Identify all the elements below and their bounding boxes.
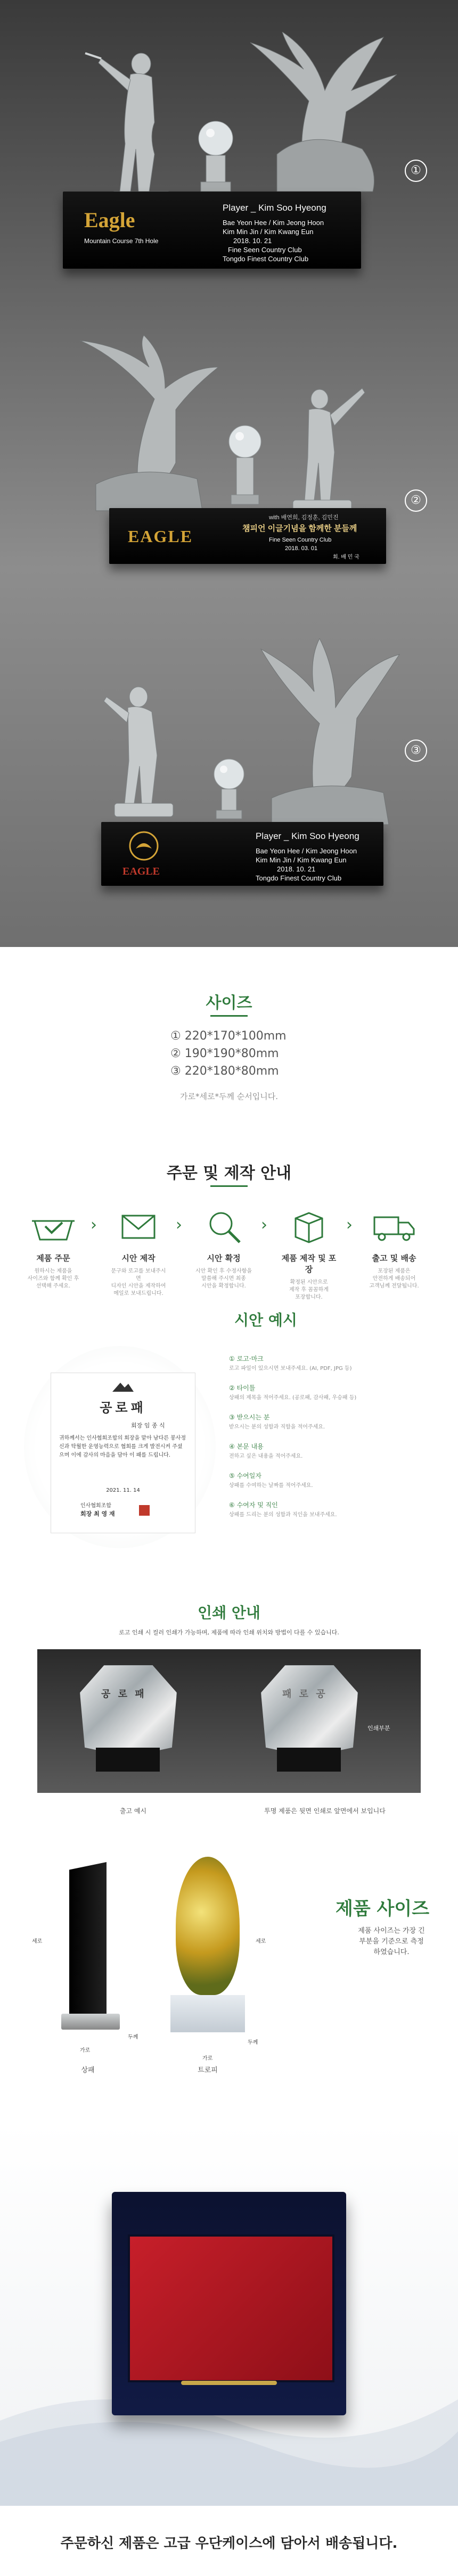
step-desc: 확정된 시안으로 제작 후 꼼꼼하게 포장합니다.	[289, 1279, 329, 1300]
draft-item-title: ③ 받으시는 분	[229, 1414, 270, 1421]
order-step	[109, 1208, 168, 1298]
draft-title: 시안 예시	[234, 1311, 297, 1329]
crystal-front-title: 공 로 패	[101, 1689, 146, 1700]
plaque-line: Tongdo Finest Country Club	[256, 874, 342, 882]
plaque-sign: 회. 배 민 국	[333, 554, 359, 560]
trophy-3	[0, 633, 458, 931]
draft-item-title: ⑥ 수여자 및 직인	[229, 1501, 278, 1509]
plaque-line: 2018. 10. 21	[233, 237, 272, 245]
crystal-base	[96, 1748, 160, 1772]
chevron-right-icon: ›	[261, 1216, 267, 1234]
plaque-line: Bae Yeon Hee / Kim Jeong Hoon	[256, 847, 357, 855]
step-desc: 포장된 제품은 안전하게 배송되어 고객님께 전달됩니다.	[369, 1268, 419, 1289]
draft-item-desc: 받으시는 분의 성함과 직함을 적어주세요.	[229, 1424, 325, 1430]
plaque-players: with 배연희, 김정훈, 김민진	[269, 514, 339, 521]
dim-depth-label: 두께	[248, 2040, 258, 2046]
step-desc: 원하시는 제품을 사이즈와 함께 확인 후 선택해 주세요.	[27, 1268, 79, 1289]
draft-plaque-sign: 회장 최 영 재	[80, 1510, 115, 1517]
draft-item-title: ② 타이틀	[229, 1384, 256, 1392]
draft-item	[229, 1354, 442, 1373]
order-step	[24, 1208, 83, 1290]
dim-depth-label: 두께	[128, 2034, 138, 2040]
print-area-label: 인쇄부분	[367, 1725, 390, 1732]
basket-icon	[29, 1208, 77, 1245]
eagle-logo: Eagle	[84, 208, 135, 232]
draft-item-title: ④ 본문 내용	[229, 1443, 264, 1450]
trophy-2	[0, 330, 458, 628]
step-name: 시안 제작	[121, 1253, 156, 1263]
step-name: 제품 제작 및 포장	[281, 1253, 337, 1274]
print-caption-left: 출고 예시	[119, 1807, 147, 1815]
trophy-glass	[176, 1857, 240, 1995]
draft-plaque	[51, 1373, 195, 1533]
plaque-line: Kim Min Jin / Kim Kwang Eun	[223, 228, 314, 236]
plaque-line: Fine Seen Country Club	[269, 537, 332, 543]
dim-height-label: 세로	[32, 1939, 43, 1945]
draft-item	[229, 1471, 442, 1490]
truck-icon	[370, 1208, 418, 1245]
golfer-figure	[277, 383, 373, 516]
product-size-title: 제품 사이즈	[336, 1898, 430, 1919]
print-caption-right: 투명 제품은 뒷면 인쇄로 앞면에서 보입니다	[264, 1807, 386, 1815]
draft-plaque-name: 회장 임 종 식	[131, 1422, 165, 1429]
chevron-right-icon: ›	[176, 1216, 182, 1234]
case-text: 주문하신 제품은 고급 우단케이스에 담아서 배송됩니다.	[60, 2536, 398, 2552]
eagle-figure	[250, 638, 405, 830]
plaque-line: 2018. 03. 01	[285, 545, 318, 552]
step-desc: 시안 확인 후 수정사항을 말씀해 주시면 최종 시안을 확정합니다.	[195, 1268, 252, 1289]
golfer-figure	[80, 43, 186, 213]
mail-icon	[114, 1208, 162, 1245]
title-divider	[210, 1185, 248, 1187]
size-line-2: ② 190*190*80mm	[170, 1047, 279, 1060]
item-number-3: ③	[405, 739, 427, 762]
item-number-2: ②	[405, 489, 427, 512]
title-divider	[210, 1015, 248, 1017]
player-name: Player _ Kim Soo Hyeong	[223, 203, 326, 213]
plaque-line: 2018. 10. 21	[277, 865, 316, 873]
case-section	[0, 2123, 458, 2506]
eagle-logo: EAGLE	[128, 527, 193, 546]
box-icon	[285, 1208, 333, 1245]
dim-width-label: 가로	[202, 2056, 213, 2062]
crystal-base	[277, 1748, 341, 1772]
velvet-case	[112, 2192, 346, 2415]
chevron-right-icon: ›	[91, 1216, 97, 1234]
mountain-logo-icon	[110, 1378, 136, 1394]
logo-sub: Mountain Course 7th Hole	[84, 237, 159, 245]
eagle-logo: EAGLE	[122, 866, 160, 877]
eagle-figure	[245, 32, 399, 197]
size-title: 사이즈	[206, 994, 252, 1012]
trophy-label: 트로피	[198, 2066, 218, 2074]
dim-height-label: 세로	[256, 1939, 266, 1945]
trophy-1	[0, 32, 458, 330]
draft-item	[229, 1442, 442, 1460]
draft-plaque-org: 인사협회조합	[80, 1503, 111, 1509]
chevron-right-icon: ›	[346, 1216, 353, 1234]
draft-item-desc: 상패의 제목을 적어주세요. (공로패, 감사패, 우승패 등)	[229, 1395, 357, 1401]
order-title: 주문 및 제작 안내	[166, 1164, 292, 1183]
hero-section	[0, 0, 458, 947]
golf-ball-crystal	[208, 755, 250, 825]
crystal-back	[261, 1665, 358, 1757]
draft-plaque-date: 2021. 11. 14	[106, 1488, 140, 1493]
plaque-line: Tongdo Finest Country Club	[223, 255, 309, 263]
trophy-crystal-base	[170, 1995, 245, 2032]
player-name: Player _ Kim Soo Hyeong	[256, 831, 359, 841]
step-name: 제품 주문	[36, 1253, 70, 1263]
draft-item-desc: 전하고 싶은 내용을 적어주세요.	[229, 1453, 303, 1459]
draft-item	[229, 1412, 442, 1431]
draft-item	[229, 1500, 442, 1519]
case-hinge	[181, 2381, 277, 2385]
print-photo	[37, 1649, 421, 1793]
search-icon	[200, 1208, 248, 1245]
order-step	[194, 1208, 253, 1290]
crystal-back-title: 패 로 공	[282, 1689, 328, 1700]
plaque-line: Fine Seen Country Club	[228, 246, 302, 254]
dim-width-label: 가로	[80, 2048, 91, 2054]
trophy-product-image	[160, 1857, 256, 2048]
draft-plaque-body: 귀하께서는 인사협회조합의 회장을 맡아 남다른 봉사정신과 탁월한 운영능력으로 협회를 크게 발전시켜 주셨으며 이에 감사의 마음을 담아 이 패를 드립니다.	[59, 1435, 186, 1458]
plaque-base	[63, 192, 361, 269]
draft-item-title: ① 로고·마크	[229, 1355, 264, 1362]
plaque-line: Bae Yeon Hee / Kim Jeong Hoon	[223, 219, 324, 227]
plaque-base	[109, 508, 386, 564]
step-name: 시안 확정	[207, 1253, 241, 1263]
draft-plaque-title: 공로패	[100, 1400, 146, 1415]
plaque-headline: 챔피언 이글기념을 함께한 분들께	[242, 524, 357, 533]
order-step	[365, 1208, 423, 1290]
golf-ball-crystal	[194, 117, 237, 197]
case-red-lining	[128, 2234, 334, 2382]
plaque-line: Kim Min Jin / Kim Kwang Eun	[256, 856, 347, 864]
golfer-figure	[101, 681, 197, 825]
size-line-3: ③ 220*180*80mm	[170, 1065, 279, 1078]
crystal-front	[80, 1665, 177, 1757]
eagle-figure	[75, 335, 224, 516]
plaque-black-panel	[69, 1862, 107, 2016]
item-number-1: ①	[405, 160, 427, 182]
plaque-label: 상패	[81, 2066, 95, 2074]
draft-item-desc: 로고 파일이 있으시면 보내주세요. (AI, PDF, JPG 등)	[229, 1366, 352, 1372]
draft-item-desc: 상패를 드리는 분의 성함과 직인을 보내주세요.	[229, 1512, 337, 1518]
golf-ball-crystal	[224, 420, 266, 511]
plaque-base	[101, 822, 383, 886]
draft-item-title: ⑤ 수여일자	[229, 1472, 261, 1480]
plaque-product-image	[53, 1862, 122, 2043]
draft-item-desc: 상패를 수여하는 날짜를 적어주세요.	[229, 1483, 313, 1489]
step-name: 출고 및 배송	[372, 1253, 416, 1263]
size-note: 가로*세로*두께 순서입니다.	[180, 1092, 278, 1101]
eagle-emblem-icon	[128, 830, 160, 862]
size-line-1: ① 220*170*100mm	[170, 1029, 287, 1043]
print-desc: 로고 인쇄 시 컬러 인쇄가 가능하며, 제품에 따라 인쇄 위치와 방법이 다를 수 있습니다.	[119, 1629, 339, 1636]
seal-icon	[139, 1505, 150, 1516]
print-title: 인쇄 안내	[198, 1604, 260, 1622]
order-step	[280, 1208, 338, 1301]
product-size-desc: 제품 사이즈는 가장 긴 부분을 기준으로 측정하였습니다.	[358, 1927, 425, 1956]
step-desc: 문구와 로고를 보내주시면 디자인 시안을 제작하여 메일로 보내드립니다.	[111, 1268, 166, 1297]
plaque-stand	[61, 2014, 120, 2030]
draft-item	[229, 1383, 442, 1402]
